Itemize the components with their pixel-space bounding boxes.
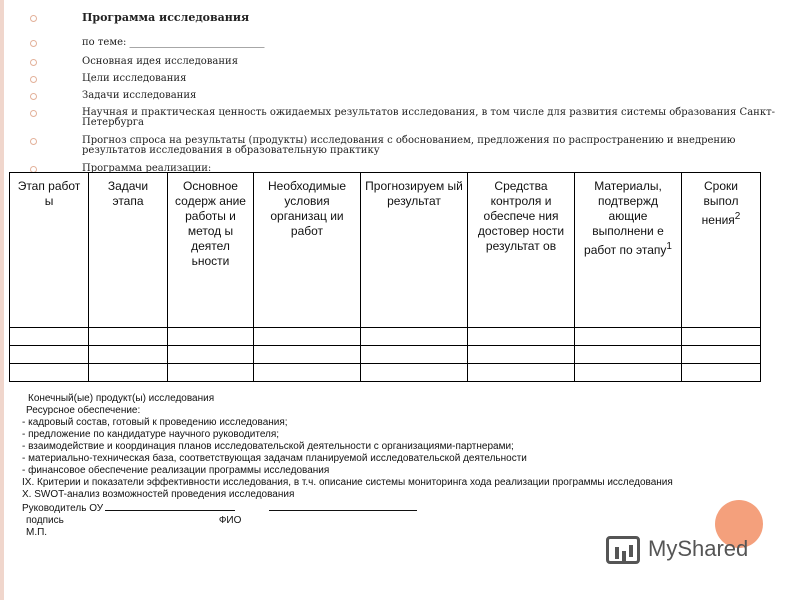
table-row [10, 328, 761, 346]
table-cell[interactable] [682, 364, 761, 382]
footnote-2: 2 [734, 211, 741, 222]
table-cell[interactable] [468, 346, 575, 364]
header-control: Средства контроля и обеспече ния достовер ности результат ов [468, 173, 575, 328]
table-cell[interactable] [254, 346, 361, 364]
resource-item: - финансовое обеспечение реализации программы исследования [22, 465, 330, 476]
resources-line: Ресурсное обеспечение: [26, 405, 141, 416]
resource-item: - предложение по кандидатуре научного руководителя; [22, 429, 280, 440]
table-cell[interactable] [168, 364, 254, 382]
table-cell[interactable] [10, 328, 89, 346]
table-row [10, 346, 761, 364]
table-header-row [10, 173, 761, 328]
table-cell[interactable] [254, 364, 361, 382]
bullet-item: Программа реализации: [30, 164, 211, 174]
bullet-item: Задачи исследования [30, 91, 196, 101]
table-cell[interactable] [361, 346, 468, 364]
table-cell[interactable] [89, 328, 168, 346]
table-row [10, 364, 761, 382]
leader-line: Руководитель ОУ [22, 501, 673, 515]
resource-item: - кадровый состав, готовый к проведению исследования; [22, 417, 288, 428]
bullet-item: Цели исследования [30, 74, 186, 84]
bullet-item: Прогноз спроса на результаты (продукты) исследования с обоснованием, предложения по распространению и внедрению результатов исследования в образовательную практику [30, 136, 780, 156]
bullet-dot-icon [30, 93, 37, 100]
table-cell[interactable] [682, 328, 761, 346]
bullet-item: Научная и практическая ценность ожидаемых результатов исследования, в том числе для развития системы образования Санкт-Петербурга [30, 108, 780, 128]
table-cell[interactable] [575, 328, 682, 346]
bullet-item: по теме: ___________________________ [30, 38, 265, 48]
footer-text [22, 393, 673, 539]
header-deadlines: Сроки выпол нения$^2$ [682, 173, 761, 328]
name-blank[interactable] [269, 501, 417, 511]
table-cell[interactable] [89, 364, 168, 382]
bullet-item: Основная идея исследования [30, 57, 238, 67]
table-cell[interactable] [361, 364, 468, 382]
header-content: Основное содерж ание работы и метод ы деятел ьности [168, 173, 254, 328]
table-cell[interactable] [10, 364, 89, 382]
header-tasks: Задачи этапа [89, 173, 168, 328]
header-result: Прогнозируем ый результат [361, 173, 468, 328]
slide-left-border [0, 0, 4, 600]
table-cell[interactable] [254, 328, 361, 346]
table-cell[interactable] [168, 346, 254, 364]
table-cell[interactable] [682, 346, 761, 364]
table-cell[interactable] [575, 346, 682, 364]
chart-icon [606, 536, 640, 564]
swot-line: X. SWOT-анализ возможностей проведения исследования [22, 489, 295, 500]
resource-item: - взаимодействие и координация планов исследовательской деятельности с организациями-партнерами; [22, 441, 514, 452]
header-materials: Материалы, подтвержд ающие выполнени е работ по этапу$^1$ [575, 173, 682, 328]
bullet-item: Программа исследования [30, 13, 249, 23]
criteria-line: IX. Критерии и показатели эффективности исследования, в т.ч. описание системы мониторинга хода реализации программы исследования [22, 477, 673, 488]
header-stage: Этап работ ы [10, 173, 89, 328]
stamp-label: М.П. [26, 527, 48, 538]
bullet-dot-icon [30, 110, 37, 117]
table-cell[interactable] [10, 346, 89, 364]
final-product-line: Конечный(ые) продукт(ы) исследования [28, 393, 215, 404]
bullet-dot-icon [30, 76, 37, 83]
table-cell[interactable] [575, 364, 682, 382]
signature-captions: подпись ФИО [26, 515, 242, 526]
table-cell[interactable] [468, 364, 575, 382]
table-cell[interactable] [89, 346, 168, 364]
resource-item: - материально-техническая база, соответствующая задачам планируемой исследовательской деятельности [22, 453, 527, 464]
header-conditions: Необходимые условия организац ии работ [254, 173, 361, 328]
bullet-dot-icon [30, 59, 37, 66]
implementation-table [9, 172, 761, 382]
myshared-logo: MyShared [606, 536, 748, 564]
bullet-dot-icon [30, 15, 37, 22]
table-cell[interactable] [168, 328, 254, 346]
bullet-dot-icon [30, 138, 37, 145]
bullet-dot-icon [30, 40, 37, 47]
table-cell[interactable] [361, 328, 468, 346]
table-cell[interactable] [468, 328, 575, 346]
signature-blank[interactable] [105, 501, 235, 511]
footnote-1: 1 [666, 241, 672, 252]
